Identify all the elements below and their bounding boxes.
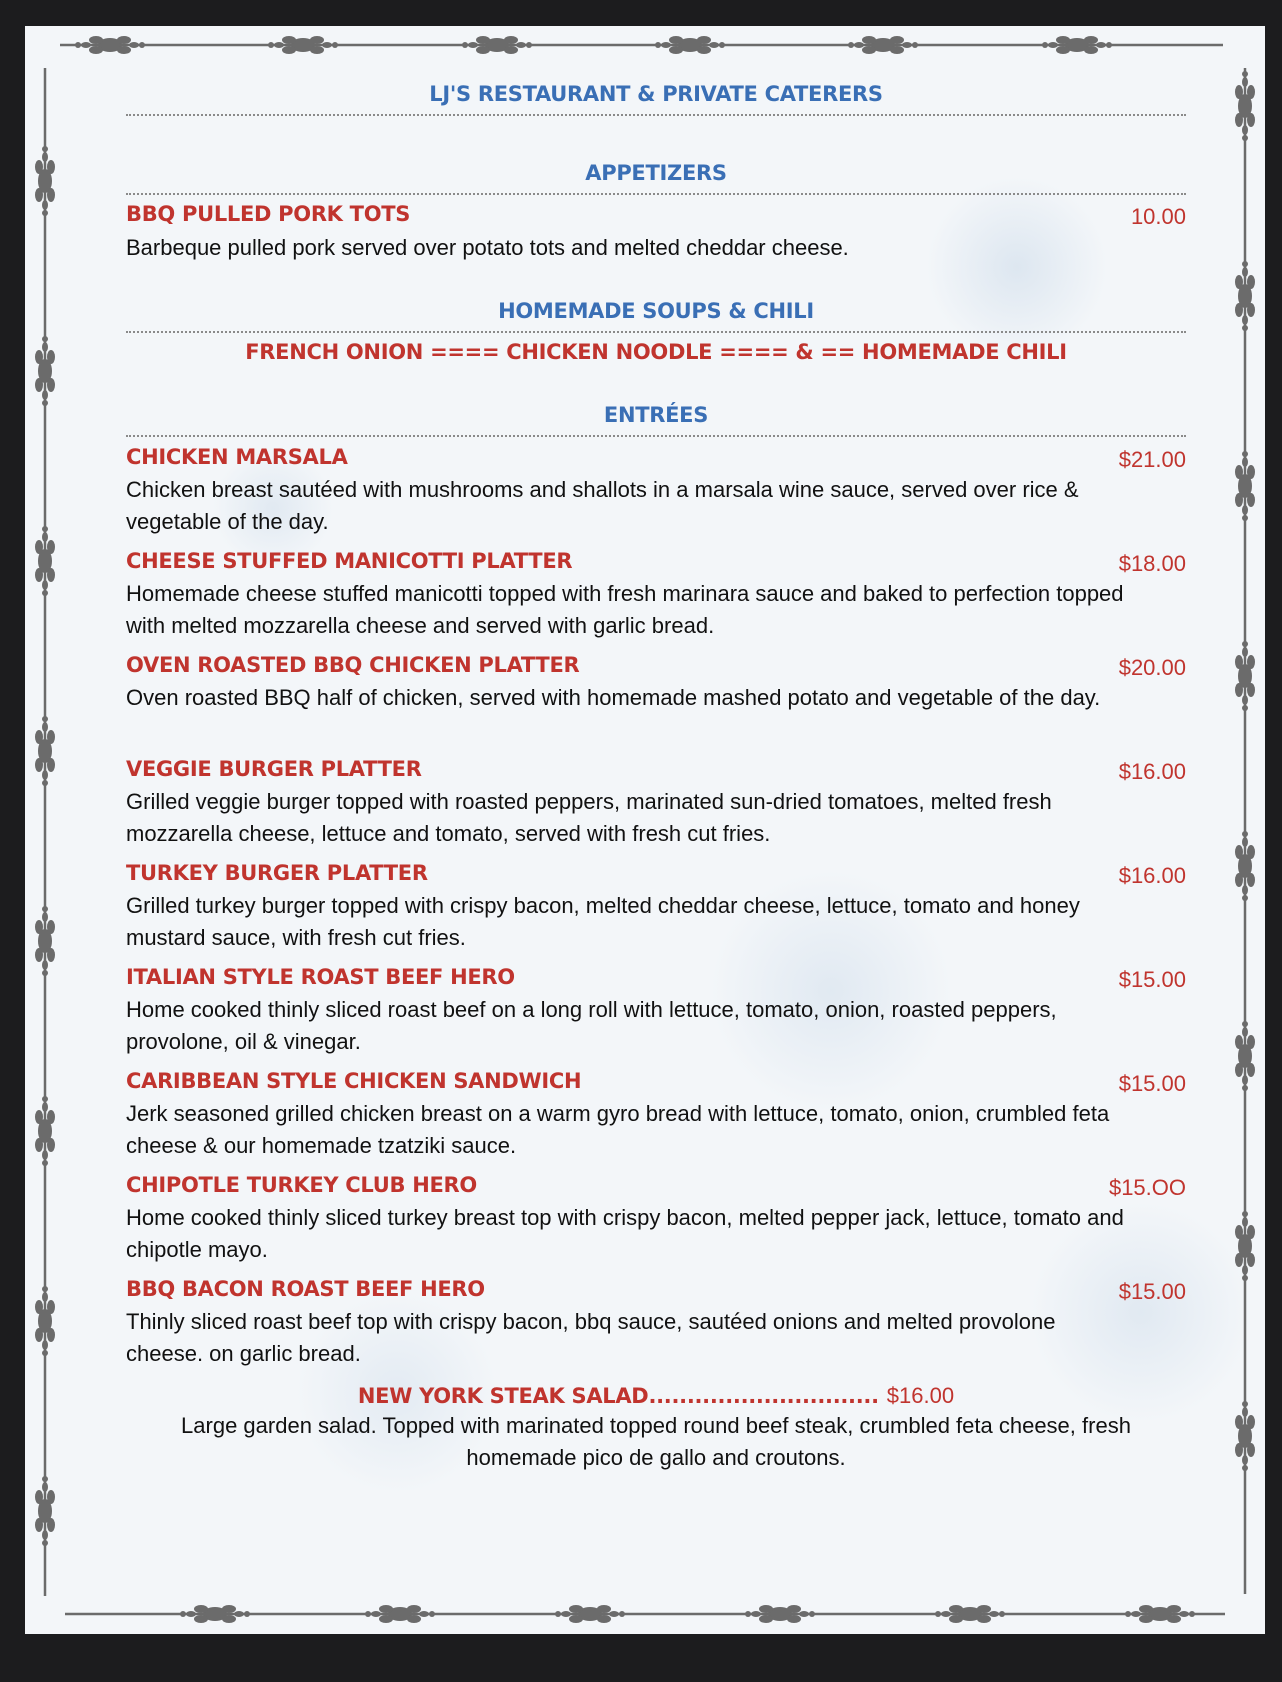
appetizers-heading: APPETIZERS: [585, 161, 727, 185]
divider: [126, 114, 1186, 116]
item-price: $16.00: [1118, 863, 1186, 888]
item-description: Jerk seasoned grilled chicken breast on a warm gyro bread with lettuce, tomato, onion, crumbled feta cheese & our homemade tzatziki sauce.: [126, 1101, 1110, 1158]
item-name: TURKEY BURGER PLATTER: [126, 861, 428, 885]
item-name: BBQ PULLED PORK TOTS: [126, 202, 411, 226]
item-description: Grilled veggie burger topped with roasted peppers, marinated sun-dried tomatoes, melted fresh mozzarella cheese, lettuce and tomato, served with fresh cut fries.: [126, 789, 1052, 846]
item-price: $15.00: [1118, 967, 1186, 992]
item-name: CHIPOTLE TURKEY CLUB HERO: [126, 1173, 477, 1197]
item-name: CHICKEN MARSALA: [126, 445, 348, 469]
salad-price: $16.00: [886, 1383, 955, 1408]
item-description: Oven roasted BBQ half of chicken, served with homemade mashed potato and vegetable of the day.: [126, 685, 1101, 710]
item-name: CARIBBEAN STYLE CHICKEN SANDWICH: [126, 1069, 582, 1093]
divider: [126, 331, 1186, 333]
item-price: $20.00: [1118, 655, 1186, 680]
item-description: Thinly sliced roast beef top with crispy bacon, bbq sauce, sautéed onions and melted provolone cheese. on garlic bread.: [126, 1309, 1056, 1366]
item-description: Home cooked thinly sliced roast beef on a long roll with lettuce, tomato, onion, roasted peppers, provolone, oil & vinegar.: [126, 997, 1057, 1054]
restaurant-title: LJ'S RESTAURANT & PRIVATE CATERERS: [429, 82, 883, 106]
item-name: VEGGIE BURGER PLATTER: [126, 757, 422, 781]
entrees-heading: ENTRÉES: [603, 403, 709, 427]
item-name: OVEN ROASTED BBQ CHICKEN PLATTER: [126, 653, 580, 677]
item-price: $21.00: [1118, 447, 1186, 472]
item-price: $15.OO: [1108, 1175, 1186, 1200]
soups-heading: HOMEMADE SOUPS & CHILI: [498, 299, 814, 323]
menu-page: [25, 26, 1265, 1634]
item-price: $15.00: [1118, 1279, 1186, 1304]
item-description: Homemade cheese stuffed manicotti topped with fresh marinara sauce and baked to perfection topped with melted mozzarella cheese and served with garlic bread.: [126, 581, 1124, 638]
item-price: $15.00: [1118, 1071, 1186, 1096]
item-name: BBQ BACON ROAST BEEF HERO: [126, 1277, 485, 1301]
item-price: $18.00: [1118, 551, 1186, 576]
item-name: ITALIAN STYLE ROAST BEEF HERO: [126, 965, 515, 989]
item-description: Grilled turkey burger topped with crispy bacon, melted cheddar cheese, lettuce, tomato and honey mustard sauce, with fresh cut fries.: [126, 893, 1080, 950]
salad-title-line: [126, 1383, 1186, 1409]
item-description: Barbeque pulled pork served over potato tots and melted cheddar cheese.: [126, 235, 849, 260]
item-description: Chicken breast sautéed with mushrooms and shallots in a marsala wine sauce, served over rice & vegetable of the day.: [126, 477, 1079, 534]
divider: [126, 193, 1186, 195]
divider: [126, 435, 1186, 437]
item-description: Home cooked thinly sliced turkey breast top with crispy bacon, melted pepper jack, lettuce, tomato and chipotle mayo.: [126, 1205, 1124, 1262]
item-price: 10.00: [1130, 204, 1186, 229]
salad-description: Large garden salad. Topped with marinated topped round beef steak, crumbled feta cheese, fresh homemade pico de gallo and croutons.: [181, 1413, 1131, 1470]
soups-list: FRENCH ONION ==== CHICKEN NOODLE ==== & == HOMEMADE CHILI: [245, 340, 1067, 364]
item-name: CHEESE STUFFED MANICOTTI PLATTER: [126, 549, 573, 573]
salad-name: NEW YORK STEAK SALAD..............................: [357, 1384, 879, 1408]
item-price: $16.00: [1118, 759, 1186, 784]
